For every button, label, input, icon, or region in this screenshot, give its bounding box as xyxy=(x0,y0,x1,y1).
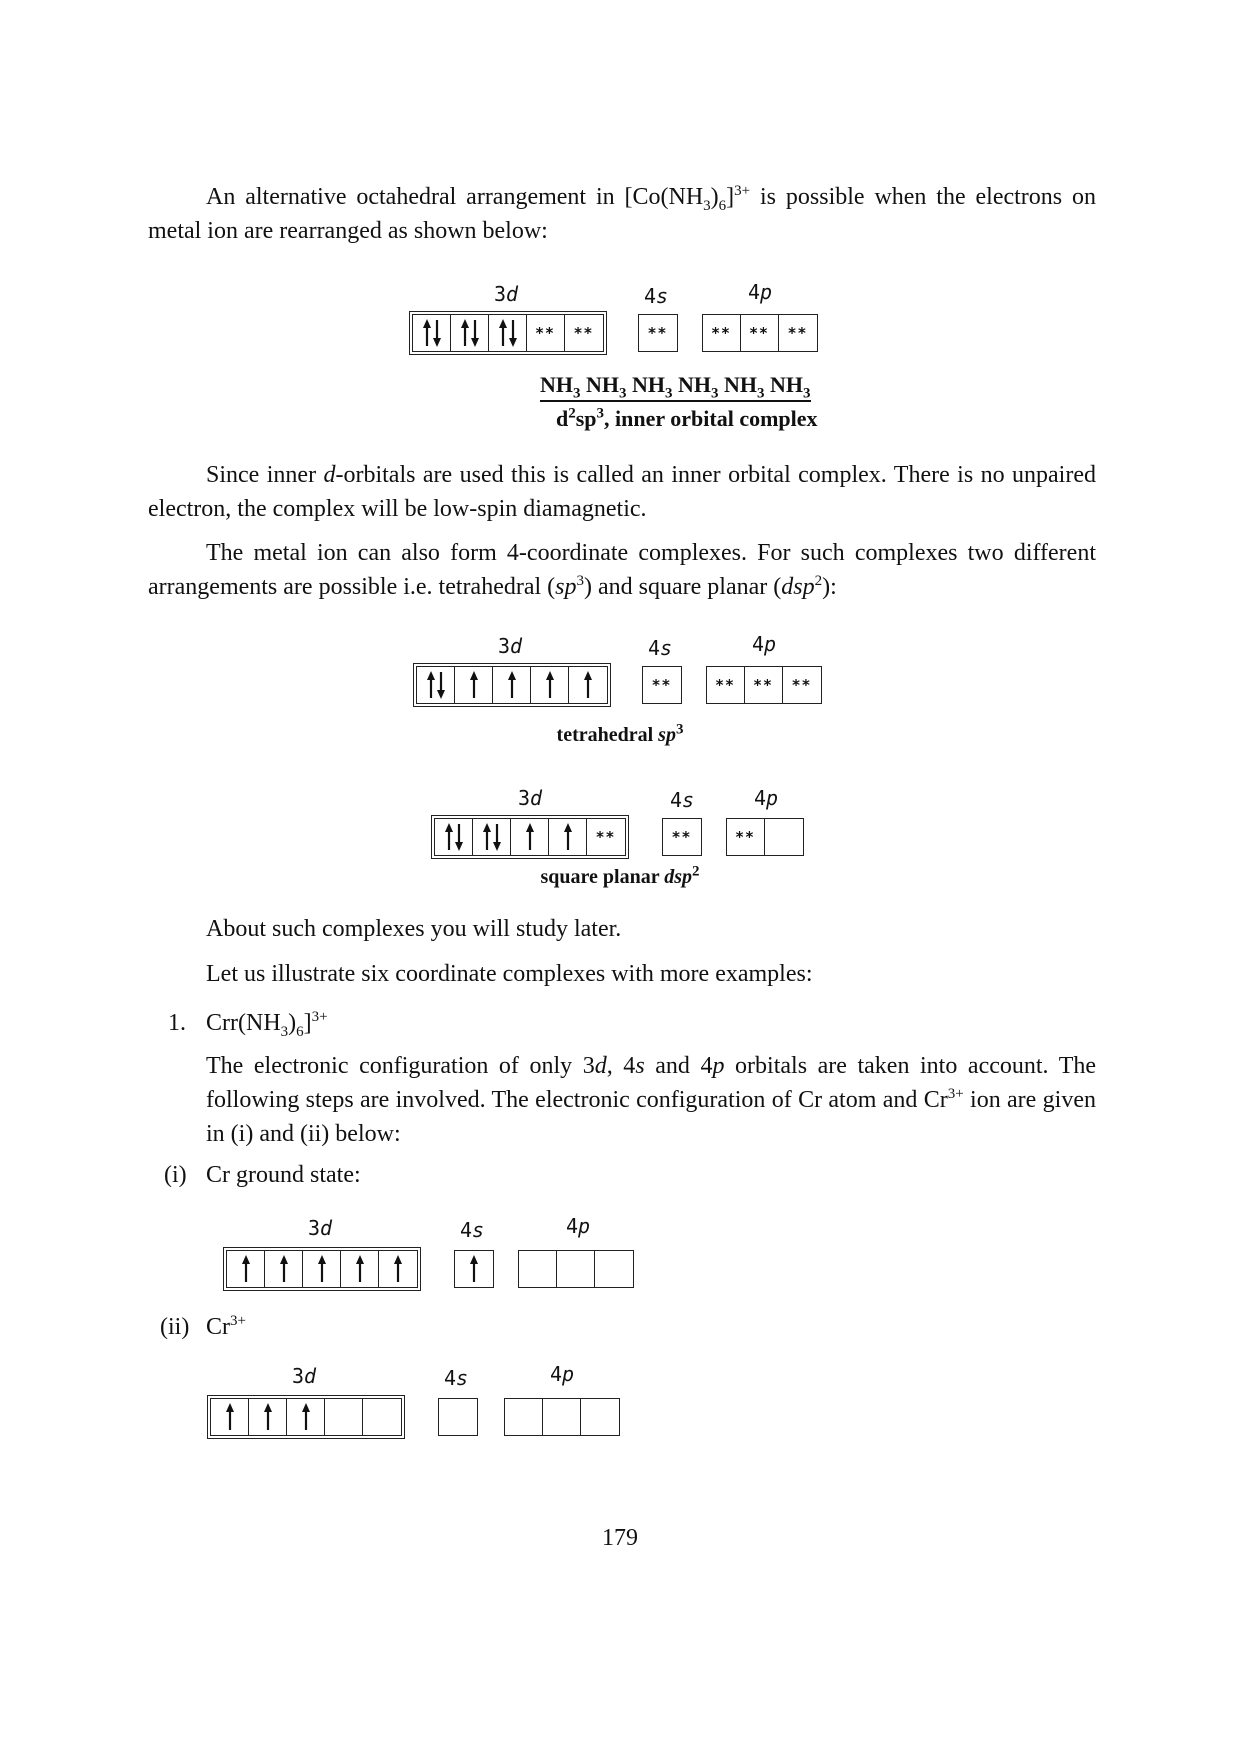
subscript: 6 xyxy=(718,197,727,214)
label-4p: 4p xyxy=(747,280,773,304)
spin-down-arrow-icon xyxy=(436,670,446,700)
spin-up-arrow-icon xyxy=(583,670,593,700)
label-3d: 3d xyxy=(307,1216,333,1240)
text: -orbitals are used this is called an inner orbital complex. There is no unpaired electron, the complex will be low-spin diamagnetic. xyxy=(148,462,1096,522)
orbital-box xyxy=(531,667,569,703)
label-3d: 3d xyxy=(517,786,543,810)
orbital-box xyxy=(565,315,603,351)
orbital-3d xyxy=(226,1250,418,1288)
orbital-box xyxy=(703,315,741,351)
spin-up-arrow-icon xyxy=(301,1402,311,1432)
electron-pair-mark: ** xyxy=(735,828,756,846)
spin-down-arrow-icon xyxy=(454,822,464,852)
study-later-text: About such complexes you will study later. xyxy=(206,916,622,942)
sub-item-number: (ii) xyxy=(160,1314,190,1340)
orbital-box xyxy=(439,1399,477,1435)
d2sp3-caption: $d^2sp^3$, inner orbital complex xyxy=(556,405,818,431)
orbital-3d xyxy=(434,818,626,856)
spin-down-arrow-icon xyxy=(508,318,518,348)
ligand-row xyxy=(540,372,811,402)
spin-down-arrow-icon xyxy=(432,318,442,348)
orbital-box xyxy=(707,667,745,703)
sub-item-number: (i) xyxy=(164,1162,187,1188)
spin-up-arrow-icon xyxy=(317,1254,327,1284)
ligand-nh3: $NH_3$ xyxy=(678,372,719,402)
orbital-box xyxy=(455,1251,493,1287)
orbital-4s xyxy=(454,1250,494,1288)
spin-up-arrow-icon xyxy=(482,822,492,852)
electron-pair-mark: ** xyxy=(672,828,692,846)
spin-up-arrow-icon xyxy=(355,1254,365,1284)
orbital-4p xyxy=(706,666,822,704)
spin-up-arrow-icon xyxy=(444,822,454,852)
spin-up-arrow-icon xyxy=(422,318,432,348)
spin-up-arrow-icon xyxy=(460,318,470,348)
orbital-box xyxy=(435,819,473,855)
spin-down-arrow-icon xyxy=(492,822,502,852)
cr-ground-state-label: Cr ground state: xyxy=(206,1162,361,1188)
orbital-box xyxy=(417,667,455,703)
page-number: 179 xyxy=(602,1525,638,1551)
spin-down-arrow-icon xyxy=(470,318,480,348)
label-4p: 4p xyxy=(751,632,777,656)
orbital-3d xyxy=(416,666,608,704)
orbital-box xyxy=(379,1251,417,1287)
orbital-box xyxy=(587,819,625,855)
orbital-box xyxy=(505,1399,543,1435)
cr3plus-label: $Cr^{3+}$ xyxy=(206,1313,246,1340)
orbital-4s xyxy=(662,818,702,856)
electron-pair-mark: ** xyxy=(711,324,732,342)
text: ): xyxy=(822,574,837,600)
orbital-4s xyxy=(438,1398,478,1436)
text: An alternative octahedral arrangement in [Co(NH xyxy=(206,184,704,210)
electron-pair-mark: ** xyxy=(648,324,668,342)
label-4p: 4p xyxy=(549,1362,575,1386)
orbital-4s xyxy=(642,666,682,704)
spin-up-arrow-icon xyxy=(426,670,436,700)
text: sp xyxy=(555,574,577,600)
orbital-box xyxy=(643,667,681,703)
spin-up-arrow-icon xyxy=(498,318,508,348)
text: dsp xyxy=(781,574,815,600)
electron-pair-mark: ** xyxy=(749,324,770,342)
orbital-box xyxy=(745,667,783,703)
spin-up-arrow-icon xyxy=(241,1254,251,1284)
orbital-box xyxy=(779,315,817,351)
text: d xyxy=(323,462,336,488)
electron-pair-mark: ** xyxy=(792,676,812,694)
ligand-nh3: $NH_3$ xyxy=(540,372,581,402)
orbital-box xyxy=(493,667,531,703)
label-3d: 3d xyxy=(493,282,519,306)
text: ] xyxy=(726,184,735,210)
orbital-box xyxy=(741,315,779,351)
square-planar-caption: square planar dsp$^2$ xyxy=(540,863,700,888)
inner-orbital-paragraph xyxy=(148,458,1096,526)
orbital-4p xyxy=(504,1398,620,1436)
intro-paragraph xyxy=(148,180,1096,248)
orbital-box xyxy=(227,1251,265,1287)
label-4s: 4s xyxy=(443,1366,469,1390)
label-3d: 3d xyxy=(291,1364,317,1388)
orbital-box xyxy=(511,819,549,855)
orbital-3d xyxy=(412,314,604,352)
spin-up-arrow-icon xyxy=(225,1402,235,1432)
electronic-config-paragraph: The electronic configuration of only 3d, 4s and 4p orbitals are taken into account. The following steps are involved. The electronic configuration of Cr atom and $Cr^{3+}$ ion are given in (i) and (ii) below: xyxy=(206,1053,1097,1147)
orbital-box xyxy=(363,1399,401,1435)
spin-up-arrow-icon xyxy=(469,1254,479,1284)
superscript: 2 xyxy=(814,573,823,589)
orbital-4p xyxy=(702,314,818,352)
orbital-box xyxy=(455,667,493,703)
orbital-box xyxy=(413,315,451,351)
label-3d: 3d xyxy=(497,634,523,658)
subscript: 3 xyxy=(703,197,711,214)
orbital-3d xyxy=(210,1398,402,1436)
ligand-nh3: $NH_3$ xyxy=(724,372,765,402)
label-4s: 4s xyxy=(643,284,669,308)
orbital-box xyxy=(639,315,677,351)
orbital-box xyxy=(473,819,511,855)
text: The metal ion can also form 4-coordinate complexes. For such complexes two different arrangements are possible i.e. tetrahedral ( xyxy=(148,540,1096,600)
orbital-box xyxy=(265,1251,303,1287)
orbital-4s xyxy=(638,314,678,352)
orbital-box xyxy=(581,1399,619,1435)
ligand-nh3: $NH_3$ xyxy=(632,372,673,402)
superscript: 3 xyxy=(576,573,584,589)
illustrate-text: Let us illustrate six coordinate complexes with more examples: xyxy=(206,961,813,987)
orbital-box xyxy=(543,1399,581,1435)
electron-pair-mark: ** xyxy=(535,324,556,342)
four-coordinate-paragraph xyxy=(148,536,1096,604)
orbital-4p xyxy=(726,818,804,856)
label-4s: 4s xyxy=(647,636,673,660)
orbital-box xyxy=(489,315,527,351)
orbital-box xyxy=(527,315,565,351)
orbital-box xyxy=(303,1251,341,1287)
orbital-box xyxy=(519,1251,557,1287)
electron-pair-mark: ** xyxy=(652,676,672,694)
orbital-box xyxy=(569,667,607,703)
label-4p: 4p xyxy=(565,1214,591,1238)
orbital-box xyxy=(211,1399,249,1435)
orbital-box xyxy=(287,1399,325,1435)
label-4s: 4s xyxy=(669,788,695,812)
orbital-box xyxy=(557,1251,595,1287)
orbital-box xyxy=(249,1399,287,1435)
orbital-box xyxy=(341,1251,379,1287)
spin-up-arrow-icon xyxy=(507,670,517,700)
spin-up-arrow-icon xyxy=(279,1254,289,1284)
text: ) and square planar ( xyxy=(584,574,782,600)
label-4p: 4p xyxy=(753,786,779,810)
orbital-box xyxy=(765,819,803,855)
text: Since inner xyxy=(206,462,324,488)
text: is possible when the electrons on metal ion are rearranged as shown below: xyxy=(148,184,1096,244)
electron-pair-mark: ** xyxy=(788,324,808,342)
text: ) xyxy=(710,184,719,210)
orbital-box xyxy=(451,315,489,351)
orbital-box xyxy=(325,1399,363,1435)
orbital-box xyxy=(549,819,587,855)
electron-pair-mark: ** xyxy=(753,676,774,694)
superscript: 3+ xyxy=(734,183,751,199)
orbital-box xyxy=(727,819,765,855)
tetrahedral-caption: tetrahedral $sp^3$ xyxy=(556,721,684,746)
ligand-nh3: $NH_3$ xyxy=(586,372,627,402)
orbital-box xyxy=(783,667,821,703)
orbital-box xyxy=(663,819,701,855)
orbital-4p xyxy=(518,1250,634,1288)
spin-up-arrow-icon xyxy=(469,670,479,700)
electron-pair-mark: ** xyxy=(715,676,736,694)
item-formula: $Crr(NH_3)_6]^{3+}$ xyxy=(206,1009,328,1040)
spin-up-arrow-icon xyxy=(525,822,535,852)
spin-up-arrow-icon xyxy=(263,1402,273,1432)
item-number: 1. xyxy=(168,1010,186,1036)
ligand-nh3: $NH_3$ xyxy=(770,372,811,402)
electron-pair-mark: ** xyxy=(574,324,594,342)
spin-up-arrow-icon xyxy=(393,1254,403,1284)
spin-up-arrow-icon xyxy=(545,670,555,700)
spin-up-arrow-icon xyxy=(563,822,573,852)
electron-pair-mark: ** xyxy=(596,828,616,846)
label-4s: 4s xyxy=(459,1218,485,1242)
orbital-box xyxy=(595,1251,633,1287)
